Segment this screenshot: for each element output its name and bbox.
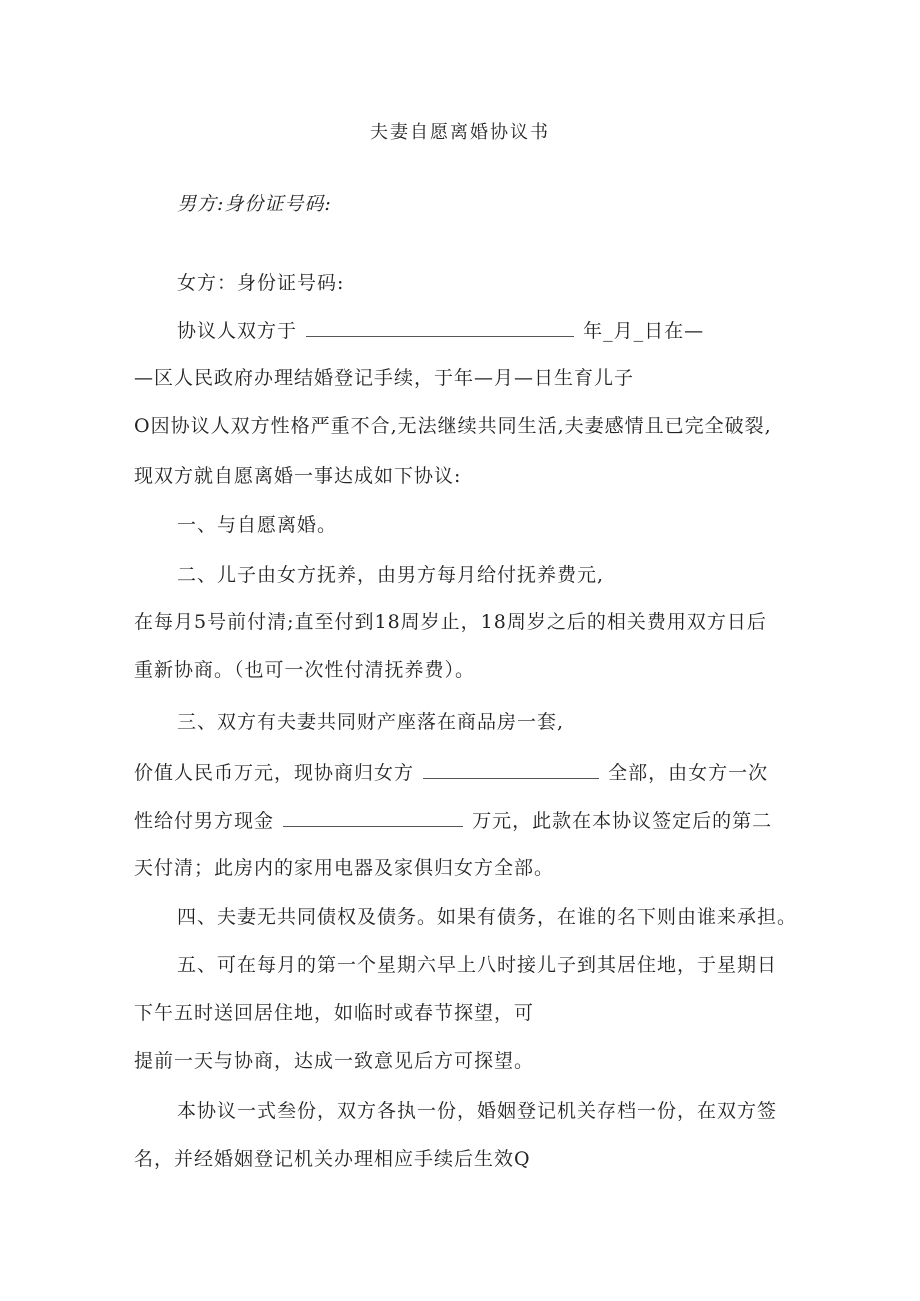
clause-1: 一、与自愿离婚。 bbox=[177, 514, 338, 536]
clause-3-line-3 bbox=[134, 806, 814, 835]
clause-3-line-4: 天付清；此房内的家用电器及家俱归女方全部。 bbox=[134, 857, 555, 879]
man-id-line: 男方:身份证号码: bbox=[177, 193, 332, 215]
c3-text-d: 万元，此款在本协议签定后的第二 bbox=[472, 810, 773, 832]
clause-4: 四、夫妻无共同债权及债务。如果有债务，在谁的名下则由谁来承担。 bbox=[177, 906, 798, 928]
clause-2-line-3: 重新协商。（也可一次性付清抚养费）。 bbox=[134, 659, 476, 681]
closing-line-1: 本协议一式叁份，双方各执一份，婚姻登记机关存档一份，在双方签 bbox=[177, 1100, 778, 1122]
clause-5-line-2: 下午五时送回居住地，如临时或春节探望，可 bbox=[134, 1002, 535, 1024]
c3-text-a: 价值人民币万元，现协商归女方 bbox=[134, 762, 415, 784]
clause-5-line-3: 提前一天与协商，达成一致意见后方可探望。 bbox=[134, 1050, 535, 1072]
p1-text-b: 年_月_日在— bbox=[583, 320, 705, 342]
paragraph-1-line-4: 现双方就自愿离婚一事达成如下协议: bbox=[134, 465, 462, 487]
p1-text-a: 协议人双方于 bbox=[177, 320, 298, 342]
date-blank bbox=[306, 316, 574, 337]
c3-text-c: 性给付男方现金 bbox=[134, 810, 275, 832]
clause-2-line-2: 在每月5号前付清;直至付到18周岁止，18周岁之后的相关费用双方日后 bbox=[134, 611, 767, 633]
woman-id-line: 女方：身份证号码: bbox=[177, 272, 345, 294]
clause-3-line-2 bbox=[134, 758, 814, 787]
clause-2-line-1: 二、儿子由女方抚养，由男方每月给付抚养费元, bbox=[177, 564, 605, 586]
document-title: 夫妻自愿离婚协议书 bbox=[370, 122, 550, 143]
cash-blank bbox=[283, 806, 463, 827]
closing-line-2: 名，并经婚姻登记机关办理相应手续后生效Q bbox=[134, 1148, 531, 1170]
clause-5-line-1: 五、可在每月的第一个星期六早上八时接儿子到其居住地，于星期日 bbox=[177, 954, 778, 976]
clause-3-line-1: 三、双方有夫妻共同财产座落在商品房一套, bbox=[177, 711, 565, 733]
property-blank bbox=[423, 758, 599, 779]
c3-text-b: 全部，由女方一次 bbox=[608, 762, 769, 784]
paragraph-1-line-1 bbox=[177, 316, 857, 345]
paragraph-1-line-3: O因协议人双方性格严重不合,无法继续共同生活,夫妻感情且已完全破裂, bbox=[134, 415, 772, 437]
paragraph-1-line-2: —区人民政府办理结婚登记手续，于年—月—日生育儿子 bbox=[134, 367, 635, 389]
